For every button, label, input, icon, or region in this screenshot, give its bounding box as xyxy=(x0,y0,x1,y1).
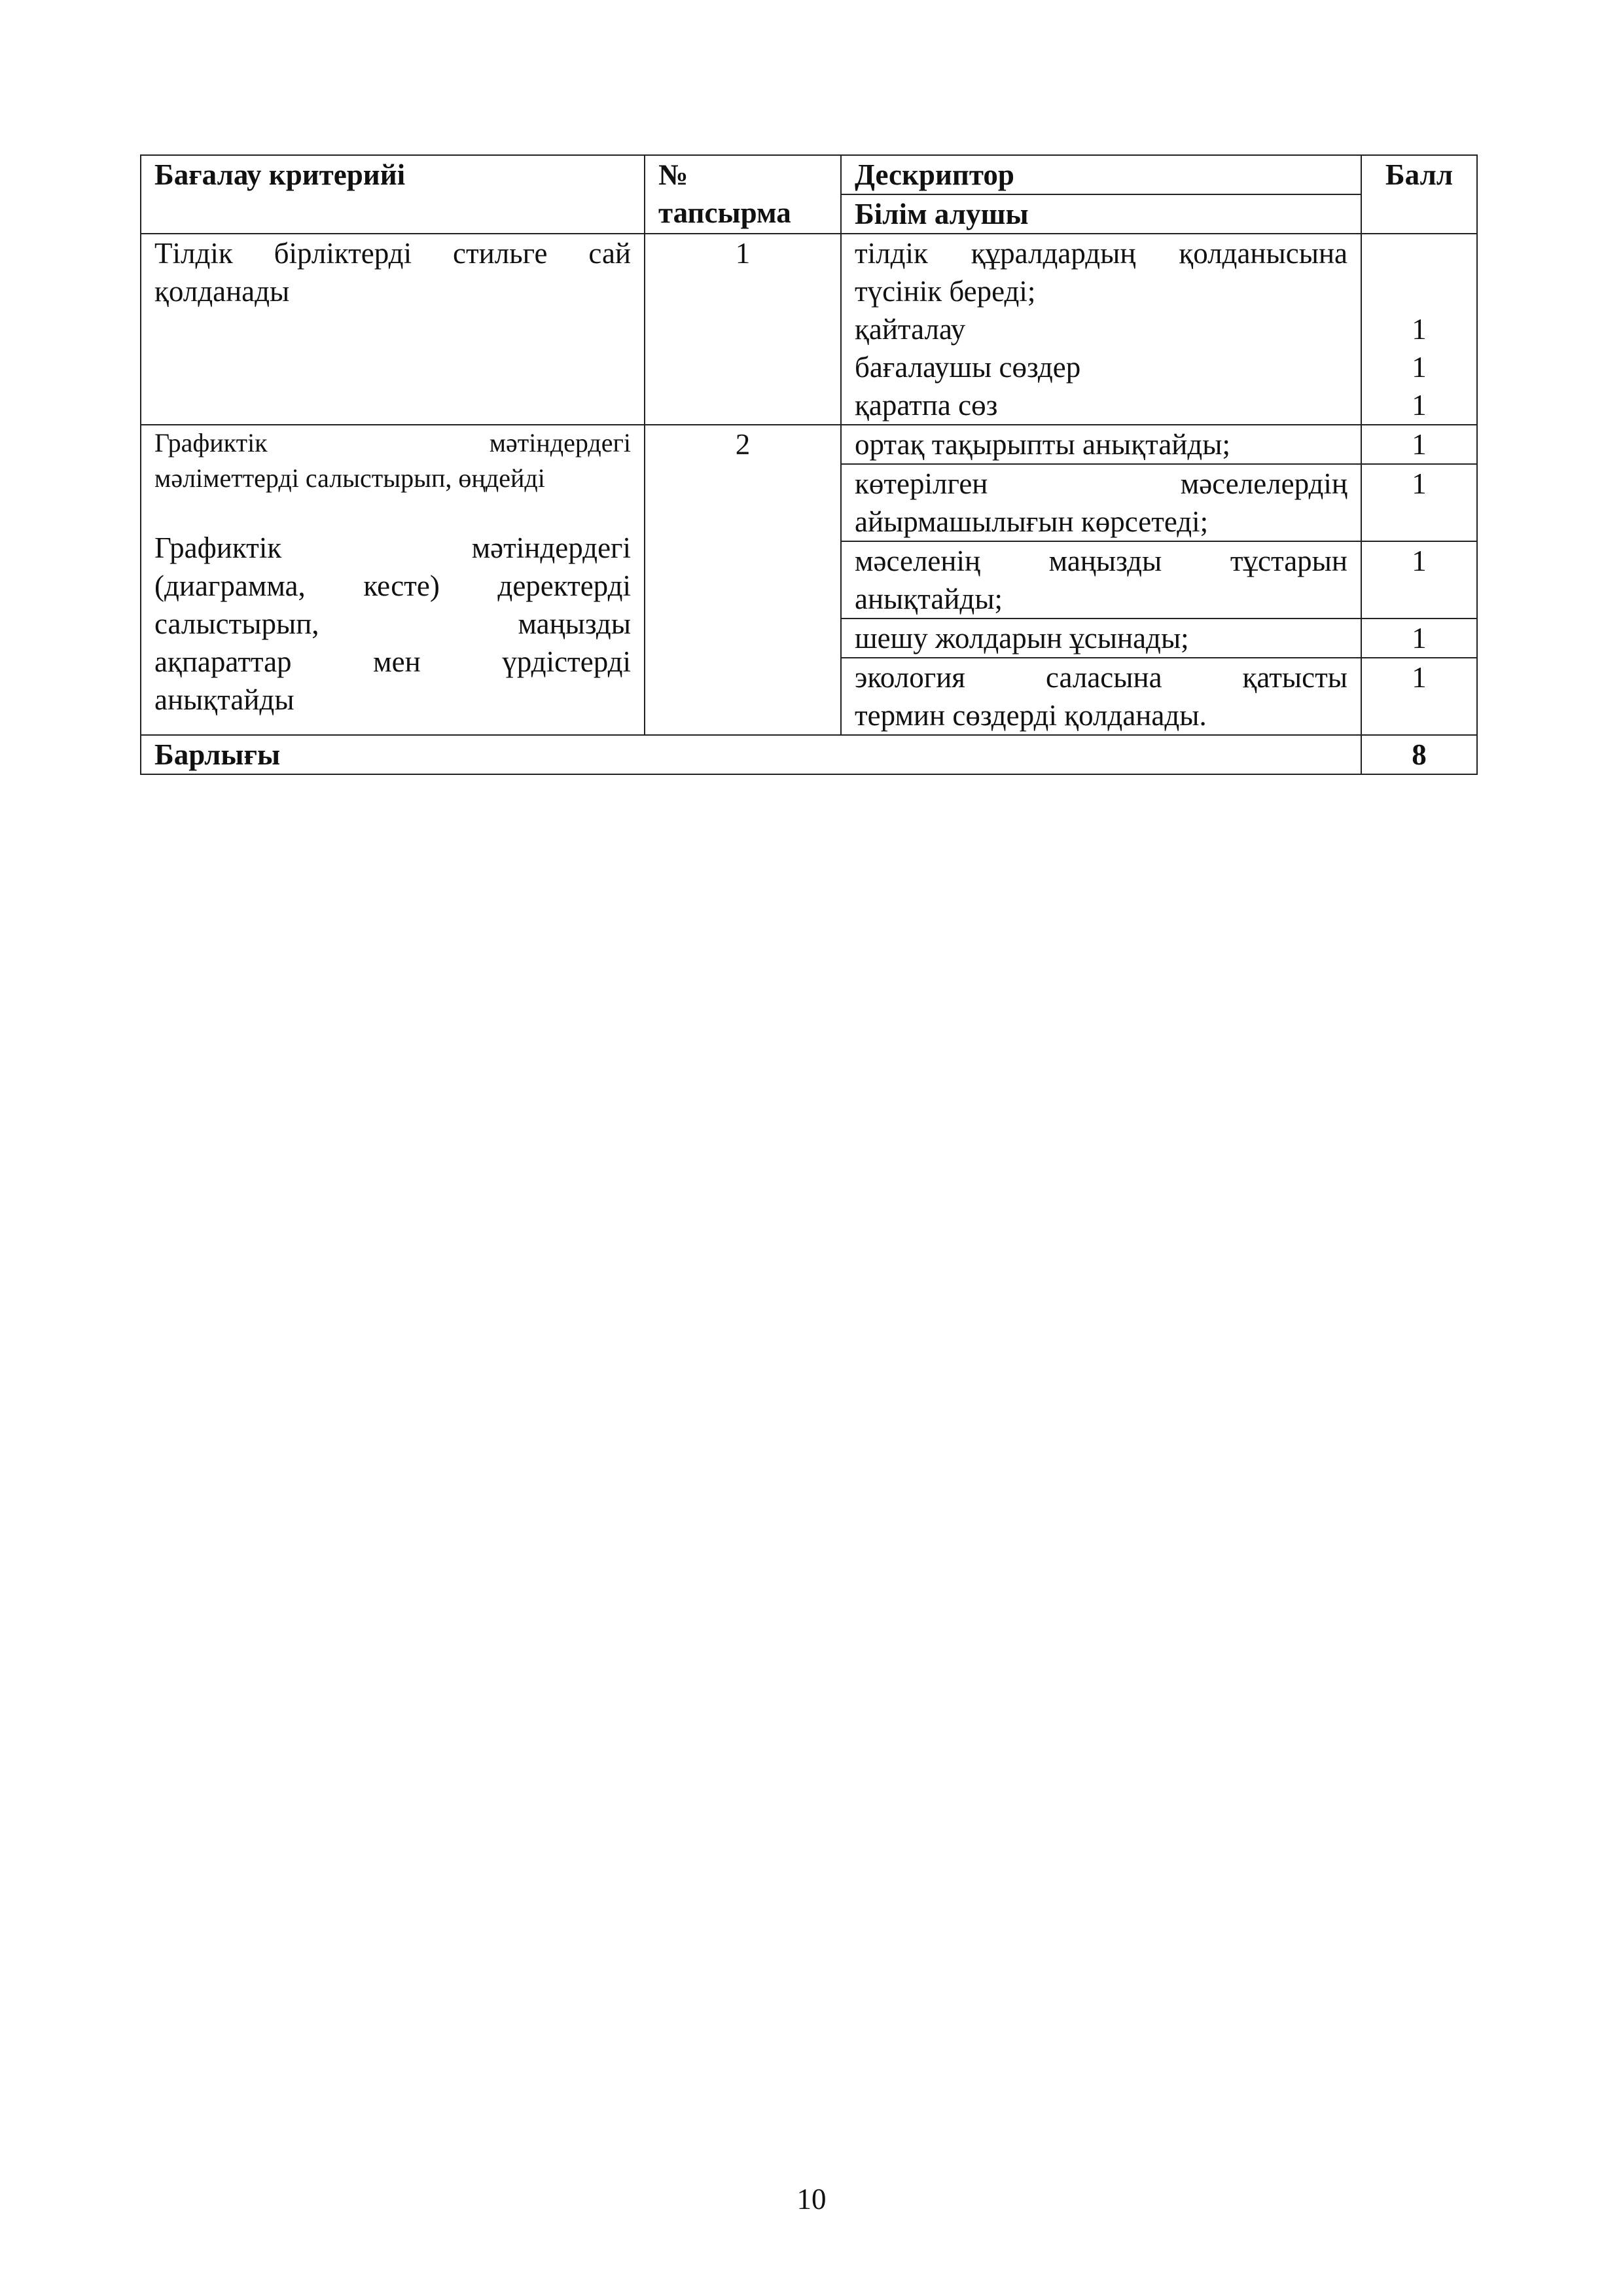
header-task-number-word: тапсырма xyxy=(658,196,791,229)
row2-score: 1 xyxy=(1361,658,1477,735)
row1-scores xyxy=(1361,234,1477,425)
row2-criterion-line: Графиктік мәтіндердегі xyxy=(154,531,631,564)
row2-descriptor-item: экология саласына қатысты термин сөздерді қолданады. xyxy=(841,658,1361,735)
row2-score: 1 xyxy=(1361,464,1477,541)
row1-descriptor xyxy=(841,234,1361,425)
row2-criterion-small-line2: мәліметтерді салыстырып, өңдейді xyxy=(154,463,545,493)
row1-descriptor-intro-line2: түсінік береді; xyxy=(855,275,1036,308)
row2-descriptor-item: мәселенің маңызды тұстарын анықтайды; xyxy=(841,541,1361,619)
header-criterion: Бағалау критерийі xyxy=(141,155,645,234)
header-descriptor: Дескриптор xyxy=(841,155,1361,194)
header-task-number xyxy=(645,155,841,234)
assessment-table xyxy=(140,154,1478,775)
row2-score: 1 xyxy=(1361,425,1477,464)
row2-task: 2 xyxy=(645,425,841,735)
row2-criterion xyxy=(141,425,645,735)
row1-score: 1 xyxy=(1412,313,1427,346)
header-task-number-symbol: № xyxy=(658,158,688,191)
total-label: Барлығы xyxy=(141,735,1361,774)
row1-criterion-line1: Тілдік бірліктерді стильге сай xyxy=(154,237,631,270)
row1-task: 1 xyxy=(645,234,841,425)
row1-score: 1 xyxy=(1412,389,1427,422)
row2-criterion-small-line1: Графиктік мәтіндердегі xyxy=(154,428,631,457)
row2-criterion-line: ақпараттар мен үрдістерді xyxy=(154,645,631,678)
row1-descriptor-item: бағалаушы сөздер xyxy=(855,351,1081,384)
row1-criterion-line2: қолданады xyxy=(154,275,290,308)
row1-descriptor-intro-line1: тілдік құралдардың қолданысына xyxy=(855,237,1347,270)
row2-score: 1 xyxy=(1361,619,1477,658)
row2-criterion-line: (диаграмма, кесте) деректерді xyxy=(154,569,631,602)
row1-criterion xyxy=(141,234,645,425)
row1-score: 1 xyxy=(1412,351,1427,384)
header-score: Балл xyxy=(1361,155,1477,234)
row2-criterion-line: салыстырып, маңызды xyxy=(154,607,631,640)
row1-descriptor-item: қайталау xyxy=(855,313,966,346)
row2-score: 1 xyxy=(1361,541,1477,619)
header-learner: Білім алушы xyxy=(841,194,1361,234)
page-number: 10 xyxy=(796,2183,827,2215)
row2-criterion-line: анықтайды xyxy=(154,683,294,716)
row2-descriptor-item: шешу жолдарын ұсынады; xyxy=(841,619,1361,658)
row1-descriptor-item: қаратпа сөз xyxy=(855,389,998,422)
row2-descriptor-item: көтерілген мәселелердің айырмашылығын көрсетеді; xyxy=(841,464,1361,541)
total-score: 8 xyxy=(1361,735,1477,774)
row2-descriptor-item: ортақ тақырыпты анықтайды; xyxy=(841,425,1361,464)
